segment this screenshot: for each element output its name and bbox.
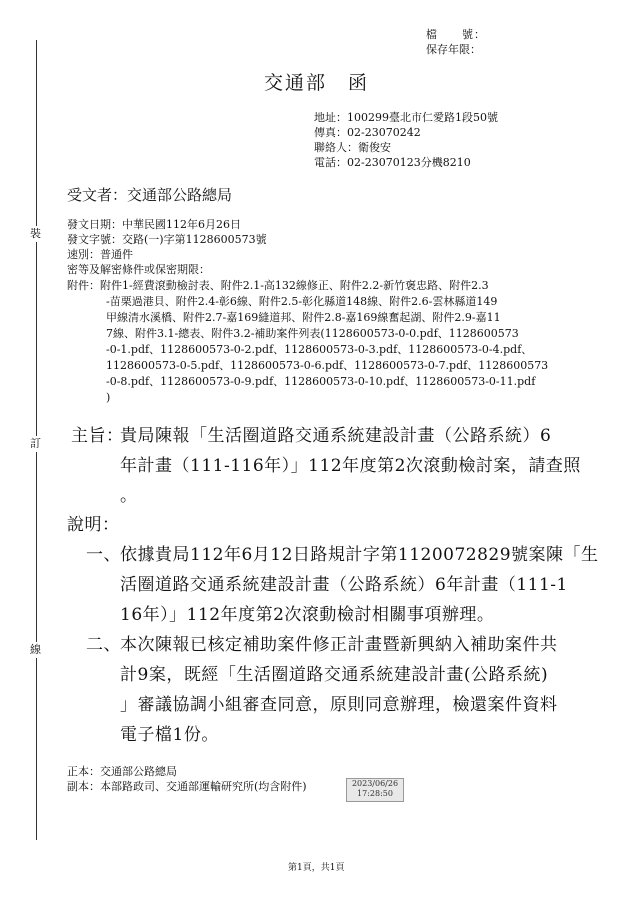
page-footer: 第1頁，共1頁 [288,863,345,873]
attachments-line: -0-8.pdf、1128600573-0-9.pdf、1128600573-0-10.pdf、1128600573-0-11.pdf [106,375,536,388]
item-line: 本次陳報已核定補助案件修正計畫暨新興納入補助案件共 [120,635,558,655]
attachments-line: 7線、附件3.1-總表、附件3.2-補助案件列表(1128600573-0-0.pdf、1128600573 [106,327,519,340]
timestamp-stamp [346,778,404,802]
item-line: 」審議協調小組審查同意，原則同意辦理，檢還案件資料 [120,695,558,715]
speed: 速別：普通件 [67,248,133,261]
attachments-line: 附件：附件1-經費滾動檢討表、附件2.1-高132線修正、附件2.2-新竹褒忠路、附件2.3 [67,279,489,292]
original-recipient: 正本：交通部公路總局 [67,765,177,778]
contact-address: 地址：100299臺北市仁愛路1段50號 [314,111,498,124]
stamp-date: 2023/06/26 [351,779,399,788]
item-line: 依據貴局112年6月12日路規計字第1120072829號案陳「生 [120,545,599,565]
attachments-line: ) [106,391,111,404]
subject-line: 。 [120,486,138,506]
retention-label: 保存年限： [426,43,481,56]
item-number: 一、 [86,545,121,565]
issue-date: 發文日期：中華民國112年6月26日 [67,218,241,231]
subject-line: 年計畫（111-116年）」112年度第2次滾動檢討案，請查照 [120,456,581,476]
item-line: 16年）」112年度第2次滾動檢討相關事項辦理。 [120,605,495,625]
item-line: 電子檔1份。 [120,725,219,745]
item-line: 活圈道路交通系統建設計畫（公路系統）6年計畫（111-1 [120,575,568,595]
secrecy: 密等及解密條件或保密期限： [67,263,210,276]
item-number: 二、 [86,635,121,655]
contact-phone: 電話：02-23070123分機8210 [314,156,471,169]
contact-person: 聯絡人：衛俊安 [314,141,391,154]
item-line: 計9案，既經「生活圈道路交通系統建設計畫(公路系統) [120,665,549,685]
cc-recipients: 副本：本部路政司、交通部運輸研究所(均含附件) [67,780,307,793]
doc-number: 發文字號：交路(一)字第1128600573號 [67,233,267,246]
binding-mark-ding: 訂 [30,437,41,450]
binding-mark-zhuang: 裝 [30,227,41,240]
subject-line: 貴局陳報「生活圈道路交通系統建設計畫（公路系統）6 [120,426,552,446]
file-number-label: 檔 號： [426,28,486,41]
attachments-line: 甲線清水溪橋、附件2.7-嘉169縫道邦、附件2.8-嘉169線奮起湖、附件2.9-嘉11 [106,311,501,324]
attachments-line: -苗栗過港貝、附件2.4-彰6線、附件2.5-彰化縣道148線、附件2.6-雲林縣道149 [106,295,498,308]
binding-mark-xian: 線 [30,643,41,656]
attachments-line: 1128600573-0-5.pdf、1128600573-0-6.pdf、1128600573-0-7.pdf、1128600573 [106,359,549,372]
stamp-time: 17:28:50 [357,789,393,798]
subject-label: 主旨： [71,426,124,446]
explanation-label: 說明： [67,515,120,535]
attachments-line: -0-1.pdf、1128600573-0-2.pdf、1128600573-0-3.pdf、1128600573-0-4.pdf、 [106,343,533,356]
recipient: 受文者：交通部公路總局 [67,186,233,204]
page-title: 交通部 函 [264,72,370,94]
contact-fax: 傳真：02-23070242 [314,126,421,139]
